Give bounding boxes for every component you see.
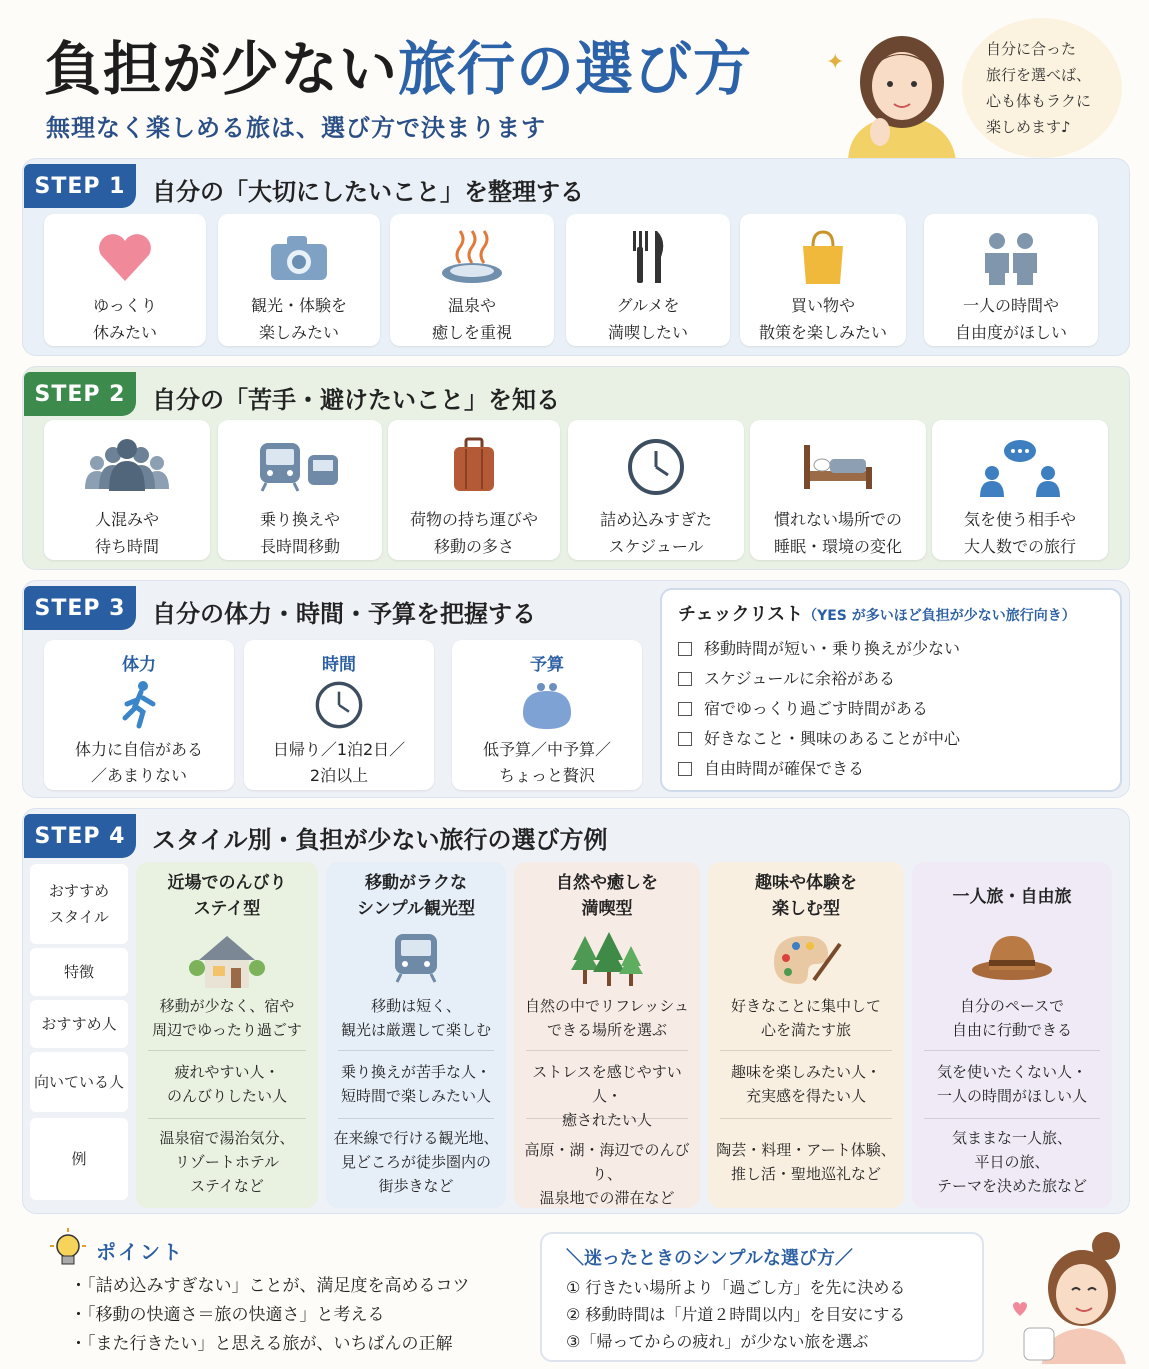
divider: [720, 1118, 892, 1119]
simple-tip-item: ③「帰ってからの疲れ」が少ない旅を選ぶ: [566, 1332, 869, 1351]
divider: [526, 1118, 688, 1119]
step3-heading: 自分の体力・時間・予算を把握する: [152, 600, 536, 628]
checkbox[interactable]: [678, 702, 692, 716]
step1-card: [924, 214, 1098, 346]
style-name: 一人旅・自由旅: [952, 887, 1072, 907]
style-for: 趣味を楽しみたい人・ 充実感を得たい人: [730, 1063, 881, 1105]
heart-icon: [95, 222, 155, 292]
step2-card-label: 気を使う相手や 大人数での旅行: [963, 510, 1076, 556]
step1-card-label: 一人の時間や 自由度がほしい: [954, 296, 1067, 342]
simple-tip-item: ① 行きたい場所より「過ごし方」を先に決める: [566, 1278, 906, 1297]
shopping-bag-icon: [797, 222, 849, 292]
style-for: ストレスを感じやすい人・ 癒されたい人: [532, 1063, 682, 1129]
point-item-text: 「詰め込みすぎない」ことが、満足度を高めるコツ: [87, 1276, 470, 1296]
step2-card: [750, 420, 926, 560]
style-feature: 自然の中でリフレッシュ できる場所を選ぶ: [525, 997, 689, 1039]
point-title: ポイント: [96, 1240, 184, 1264]
style-column: [708, 862, 904, 1208]
bed-icon: [800, 428, 876, 506]
point-list: [70, 1272, 470, 1359]
step1-card-label: 買い物や 散策を楽しみたい: [758, 296, 887, 342]
page-subtitle: 無理なく楽しめる旅は、選び方で決まります: [46, 114, 546, 142]
train-icon: [256, 428, 344, 506]
checklist-item-text: 移動時間が短い・乗り換えが少ない: [704, 639, 961, 658]
point-item-text: 「また行きたい」と思える旅が、いちばんの正解: [87, 1334, 453, 1354]
step2-card: [218, 420, 382, 560]
step3-card-title: 時間: [322, 655, 356, 675]
divider: [720, 1050, 892, 1051]
checklist-item: [678, 724, 1104, 754]
step4-badge: STEP 4: [24, 814, 136, 858]
step3-card-label: 日帰り／1泊2日／ 2泊以上: [272, 740, 406, 785]
step3-badge: STEP 3: [24, 586, 136, 630]
checklist-note: （YES が多いほど負担が少ない旅行向き）: [803, 608, 1076, 624]
checklist-item-text: 自由時間が確保できる: [704, 759, 865, 778]
style-feature: 移動は短く、 観光は厳選して楽しむ: [340, 997, 491, 1039]
runner-icon: [117, 677, 161, 733]
page-title: [44, 22, 752, 106]
step2-card-label: 慣れない場所での 睡眠・環境の変化: [773, 510, 902, 556]
checklist-item: [678, 754, 1104, 784]
row-label: おすすめ人: [30, 1000, 128, 1048]
step1-card-label: 温泉や 癒しを重視: [431, 296, 512, 342]
style-for: 気を使いたくない人・ 一人の時間がほしい人: [936, 1063, 1087, 1105]
style-example: 陶芸・料理・アート体験、 推し活・聖地巡礼など: [716, 1141, 896, 1183]
simple-tip-item: ② 移動時間は「片道２時間以内」を目安にする: [566, 1305, 906, 1324]
palette-icon: [708, 932, 904, 988]
checkbox[interactable]: [678, 732, 692, 746]
style-feature: 自分のペースで 自由に行動できる: [951, 997, 1072, 1039]
checklist-item-text: スケジュールに余裕がある: [704, 669, 896, 688]
title-part-b: 旅行の選び方: [398, 35, 753, 103]
point-item-text: 「移動の快適さ＝旅の快適さ」と考える: [87, 1305, 385, 1325]
step3-card: [452, 640, 642, 790]
point-item: ・「また行きたい」と思える旅が、いちばんの正解: [70, 1334, 453, 1354]
checkbox[interactable]: [678, 762, 692, 776]
divider: [338, 1118, 494, 1119]
checklist-item-text: 好きなこと・興味のあることが中心: [704, 729, 961, 748]
step2-card-label: 乗り換えや 長時間移動: [259, 510, 340, 556]
checklist-title-text: チェックリスト: [678, 604, 804, 625]
step2-card: [932, 420, 1108, 560]
purse-icon: [519, 677, 575, 733]
woman-thinking-icon: [840, 20, 962, 160]
step1-card-label: ゆっくり 休みたい: [92, 296, 157, 342]
suitcase-icon: [450, 428, 498, 506]
step1-card: [566, 214, 730, 346]
step1-heading: 自分の「大切にしたいこと」を整理する: [152, 178, 584, 206]
style-example: 高原・湖・海辺でのんびり、 温泉地での滞在など: [524, 1141, 690, 1207]
divider: [338, 1050, 494, 1051]
checkbox[interactable]: [678, 642, 692, 656]
people-icon: [979, 222, 1043, 292]
chat-people-icon: [978, 428, 1062, 506]
row-label: 特徴: [30, 948, 128, 996]
step1-card-label: グルメを 満喫したい: [607, 296, 688, 342]
simple-tips-panel: [540, 1232, 984, 1362]
checklist-item: [678, 634, 1104, 664]
style-feature: 好きなことに集中して 心を満たす旅: [730, 997, 881, 1039]
checklist-item-text: 宿でゆっくり過ごす時間がある: [704, 699, 928, 718]
woman-tea-icon: [1002, 1228, 1132, 1364]
style-name: 趣味や体験を 楽しむ型: [755, 873, 857, 919]
step3-card-label: 低予算／中予算／ ちょっと贅沢: [482, 740, 611, 785]
divider: [148, 1050, 306, 1051]
house-icon: [136, 932, 318, 990]
checklist-items: [678, 634, 1104, 784]
row-label: おすすめ スタイル: [30, 864, 128, 944]
divider: [526, 1050, 688, 1051]
step2-card-label: 詰め込みすぎた スケジュール: [599, 510, 712, 556]
step2-badge: STEP 2: [24, 372, 136, 416]
point-item: ・「移動の快適さ＝旅の快適さ」と考える: [70, 1305, 385, 1325]
step1-card: [740, 214, 906, 346]
style-name: 近場でのんびり ステイ型: [167, 873, 287, 919]
crowd-icon: [83, 428, 171, 506]
checklist-item: [678, 694, 1104, 724]
hat-icon: [912, 932, 1112, 982]
style-name: 移動がラクな シンプル観光型: [357, 873, 475, 919]
step3-card-label: 体力に自信がある ／あまりない: [74, 740, 203, 785]
step3-card: [244, 640, 434, 790]
divider: [924, 1050, 1100, 1051]
bubble-text: 自分に合った 旅行を選べば、 心も体もラクに 楽しめます♪: [986, 40, 1092, 136]
checkbox[interactable]: [678, 672, 692, 686]
style-column: [514, 862, 700, 1208]
checklist-item: [678, 664, 1104, 694]
style-column: [912, 862, 1112, 1208]
step3-card: [44, 640, 234, 790]
step2-card-label: 荷物の持ち運びや 移動の多さ: [409, 510, 538, 556]
step1-card: [218, 214, 380, 346]
style-feature: 移動が少なく、宿や 周辺でゆったり過ごす: [152, 997, 302, 1039]
hot-spring-icon: [438, 222, 506, 292]
sparkle-icon: ✦: [826, 50, 845, 75]
step1-card: [390, 214, 554, 346]
style-column: [136, 862, 318, 1208]
step1-badge: STEP 1: [24, 164, 136, 208]
clock-icon: [314, 677, 364, 733]
step1-card: [44, 214, 206, 346]
step1-card-label: 観光・体験を 楽しみたい: [250, 296, 347, 342]
checklist-title: [678, 600, 1104, 626]
divider: [924, 1118, 1100, 1119]
style-name: 自然や癒しを 満喫型: [556, 873, 658, 919]
style-example: 在来線で行ける観光地、 見どころが徒歩圏内の 街歩きなど: [333, 1129, 499, 1195]
style-example: 気ままな一人旅、 平日の旅、 テーマを決めた旅など: [936, 1129, 1087, 1195]
title-part-a: 負担が少ない: [44, 35, 399, 103]
style-example: 温泉宿で湯治気分、 リゾートホテル ステイなど: [159, 1129, 295, 1195]
step3-card-title: 予算: [530, 655, 564, 675]
simple-tips-title: ＼迷ったときのシンプルな選び方／: [566, 1248, 853, 1269]
step3-card-title: 体力: [122, 655, 156, 675]
step2-card: [388, 420, 560, 560]
train-icon: [326, 932, 506, 984]
style-for: 疲れやすい人・ のんびりしたい人: [166, 1063, 287, 1105]
step2-card: [44, 420, 210, 560]
style-column: [326, 862, 506, 1208]
checklist-panel: [660, 588, 1122, 792]
simple-tips-list: [566, 1274, 958, 1355]
point-item: ・「詰め込みすぎない」ことが、満足度を高めるコツ: [70, 1276, 470, 1296]
lightbulb-icon: [48, 1228, 88, 1270]
trees-icon: [514, 932, 700, 990]
row-label: 例: [30, 1118, 128, 1200]
clock-icon: [626, 428, 686, 506]
step2-heading: 自分の「苦手・避けたいこと」を知る: [152, 386, 560, 414]
step2-card-label: 人混みや 待ち時間: [94, 510, 159, 556]
style-for: 乗り換えが苦手な人・ 短時間で楽しみたい人: [340, 1063, 491, 1105]
fork-knife-icon: [623, 222, 673, 292]
camera-icon: [267, 222, 331, 292]
row-label: 向いている人: [30, 1052, 128, 1112]
step4-heading: スタイル別・負担が少ない旅行の選び方例: [152, 826, 608, 854]
step2-card: [568, 420, 744, 560]
divider: [148, 1118, 306, 1119]
speech-bubble: [962, 18, 1122, 158]
